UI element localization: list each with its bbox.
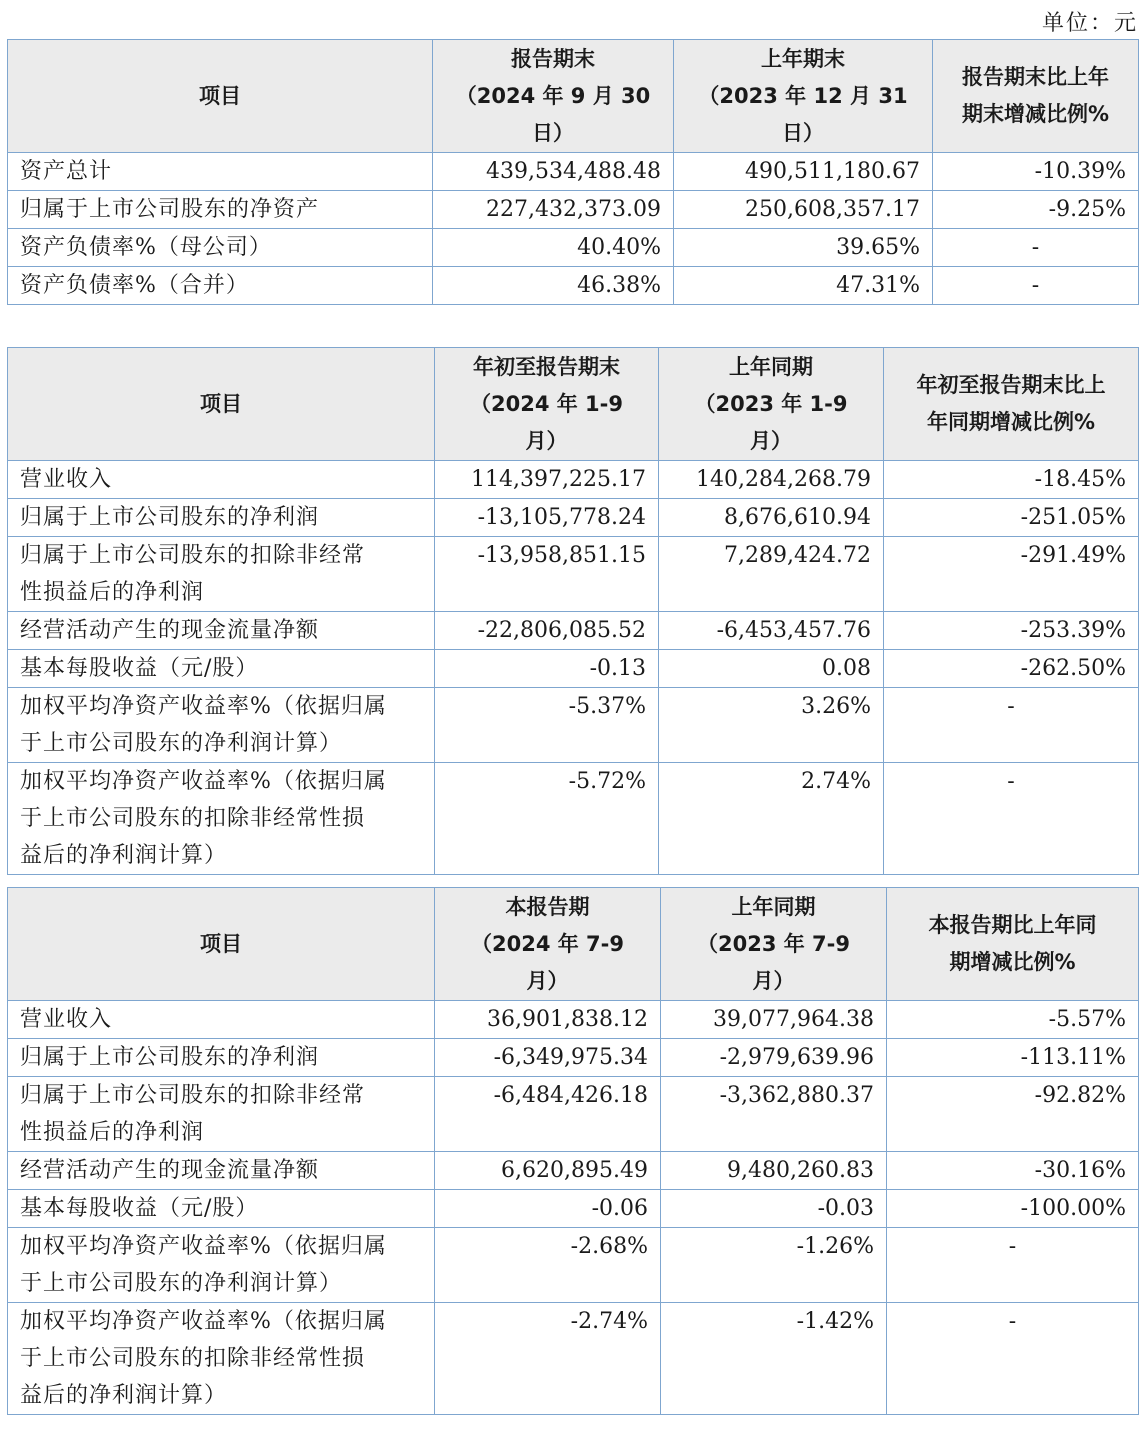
column-header: 项目 xyxy=(8,40,433,153)
table-row xyxy=(8,229,1139,267)
column-header: 年初至报告期末比上 年同期增减比例% xyxy=(884,348,1139,461)
column-header: 年初至报告期末 （2024 年 1-9 月） xyxy=(435,348,659,461)
row-label: 基本每股收益（元/股） xyxy=(8,650,435,688)
value-cell: -30.16% xyxy=(887,1152,1139,1190)
table-row xyxy=(8,1001,1139,1039)
column-header: 项目 xyxy=(8,888,435,1001)
table-row xyxy=(8,1152,1139,1190)
quarter-income-table xyxy=(7,887,1139,1415)
value-cell: 46.38% xyxy=(433,267,674,305)
value-cell: -6,453,457.76 xyxy=(659,612,884,650)
column-header: 报告期末比上年 期末增减比例% xyxy=(933,40,1139,153)
empty-value: - xyxy=(884,763,1139,875)
table-row xyxy=(8,191,1139,229)
row-label: 归属于上市公司股东的净利润 xyxy=(8,499,435,537)
value-cell: 9,480,260.83 xyxy=(661,1152,887,1190)
row-label: 加权平均净资产收益率%（依据归属 于上市公司股东的扣除非经常性损 益后的净利润计算） xyxy=(8,1303,435,1415)
value-cell: -1.26% xyxy=(661,1228,887,1303)
column-header: 项目 xyxy=(8,348,435,461)
value-cell: -6,484,426.18 xyxy=(435,1077,661,1152)
value-cell: -5.72% xyxy=(435,763,659,875)
value-cell: -10.39% xyxy=(933,153,1139,191)
value-cell: 39.65% xyxy=(674,229,933,267)
value-cell: 40.40% xyxy=(433,229,674,267)
table-header-row xyxy=(8,348,1139,461)
value-cell: 36,901,838.12 xyxy=(435,1001,661,1039)
value-cell: -0.13 xyxy=(435,650,659,688)
value-cell: -253.39% xyxy=(884,612,1139,650)
row-label: 基本每股收益（元/股） xyxy=(8,1190,435,1228)
value-cell: -13,958,851.15 xyxy=(435,537,659,612)
value-cell: -0.06 xyxy=(435,1190,661,1228)
row-label: 归属于上市公司股东的净资产 xyxy=(8,191,433,229)
table-row xyxy=(8,650,1139,688)
row-label: 营业收入 xyxy=(8,1001,435,1039)
column-header: 上年同期 （2023 年 1-9 月） xyxy=(659,348,884,461)
value-cell: -6,349,975.34 xyxy=(435,1039,661,1077)
table-row xyxy=(8,267,1139,305)
row-label: 归属于上市公司股东的净利润 xyxy=(8,1039,435,1077)
table-row xyxy=(8,499,1139,537)
column-header: 上年期末 （2023 年 12 月 31 日） xyxy=(674,40,933,153)
row-label: 资产总计 xyxy=(8,153,433,191)
value-cell: 2.74% xyxy=(659,763,884,875)
table-header-row xyxy=(8,40,1139,153)
row-label: 归属于上市公司股东的扣除非经常 性损益后的净利润 xyxy=(8,537,435,612)
value-cell: -13,105,778.24 xyxy=(435,499,659,537)
empty-value: - xyxy=(887,1303,1139,1415)
table-row xyxy=(8,537,1139,612)
row-label: 经营活动产生的现金流量净额 xyxy=(8,1152,435,1190)
value-cell: 250,608,357.17 xyxy=(674,191,933,229)
row-label: 营业收入 xyxy=(8,461,435,499)
empty-value: - xyxy=(933,229,1139,267)
value-cell: 227,432,373.09 xyxy=(433,191,674,229)
empty-value: - xyxy=(884,688,1139,763)
column-header: 本报告期 （2024 年 7-9 月） xyxy=(435,888,661,1001)
row-label: 加权平均净资产收益率%（依据归属 于上市公司股东的净利润计算） xyxy=(8,1228,435,1303)
table-row xyxy=(8,1190,1139,1228)
column-header: 上年同期 （2023 年 7-9 月） xyxy=(661,888,887,1001)
unit-label: 单位：元 xyxy=(1041,11,1138,36)
value-cell: -5.37% xyxy=(435,688,659,763)
value-cell: -251.05% xyxy=(884,499,1139,537)
value-cell: -22,806,085.52 xyxy=(435,612,659,650)
value-cell: 114,397,225.17 xyxy=(435,461,659,499)
ytd-income-table xyxy=(7,347,1139,875)
value-cell: 47.31% xyxy=(674,267,933,305)
empty-value: - xyxy=(933,267,1139,305)
value-cell: -113.11% xyxy=(887,1039,1139,1077)
value-cell: -291.49% xyxy=(884,537,1139,612)
row-label: 资产负债率%（合并） xyxy=(8,267,433,305)
value-cell: 3.26% xyxy=(659,688,884,763)
value-cell: 6,620,895.49 xyxy=(435,1152,661,1190)
value-cell: -2,979,639.96 xyxy=(661,1039,887,1077)
column-header: 本报告期比上年同 期增减比例% xyxy=(887,888,1139,1001)
value-cell: 0.08 xyxy=(659,650,884,688)
row-label: 加权平均净资产收益率%（依据归属 于上市公司股东的扣除非经常性损 益后的净利润计算） xyxy=(8,763,435,875)
balance-sheet-table xyxy=(7,39,1139,305)
column-header: 报告期末 （2024 年 9 月 30 日） xyxy=(433,40,674,153)
value-cell: -9.25% xyxy=(933,191,1139,229)
value-cell: -1.42% xyxy=(661,1303,887,1415)
table-row xyxy=(8,612,1139,650)
value-cell: 140,284,268.79 xyxy=(659,461,884,499)
table-row xyxy=(8,1303,1139,1415)
table-row xyxy=(8,1228,1139,1303)
value-cell: -2.74% xyxy=(435,1303,661,1415)
value-cell: -3,362,880.37 xyxy=(661,1077,887,1152)
empty-value: - xyxy=(887,1228,1139,1303)
table-row xyxy=(8,1039,1139,1077)
row-label: 归属于上市公司股东的扣除非经常 性损益后的净利润 xyxy=(8,1077,435,1152)
value-cell: -5.57% xyxy=(887,1001,1139,1039)
value-cell: -100.00% xyxy=(887,1190,1139,1228)
table-row xyxy=(8,688,1139,763)
row-label: 资产负债率%（母公司） xyxy=(8,229,433,267)
value-cell: 7,289,424.72 xyxy=(659,537,884,612)
table-row xyxy=(8,1077,1139,1152)
value-cell: -0.03 xyxy=(661,1190,887,1228)
row-label: 经营活动产生的现金流量净额 xyxy=(8,612,435,650)
row-label: 加权平均净资产收益率%（依据归属 于上市公司股东的净利润计算） xyxy=(8,688,435,763)
value-cell: 8,676,610.94 xyxy=(659,499,884,537)
table-row xyxy=(8,461,1139,499)
value-cell: 39,077,964.38 xyxy=(661,1001,887,1039)
value-cell: -92.82% xyxy=(887,1077,1139,1152)
value-cell: 490,511,180.67 xyxy=(674,153,933,191)
value-cell: -2.68% xyxy=(435,1228,661,1303)
table-row xyxy=(8,763,1139,875)
value-cell: 439,534,488.48 xyxy=(433,153,674,191)
value-cell: -262.50% xyxy=(884,650,1139,688)
table-row xyxy=(8,153,1139,191)
table-header-row xyxy=(8,888,1139,1001)
value-cell: -18.45% xyxy=(884,461,1139,499)
